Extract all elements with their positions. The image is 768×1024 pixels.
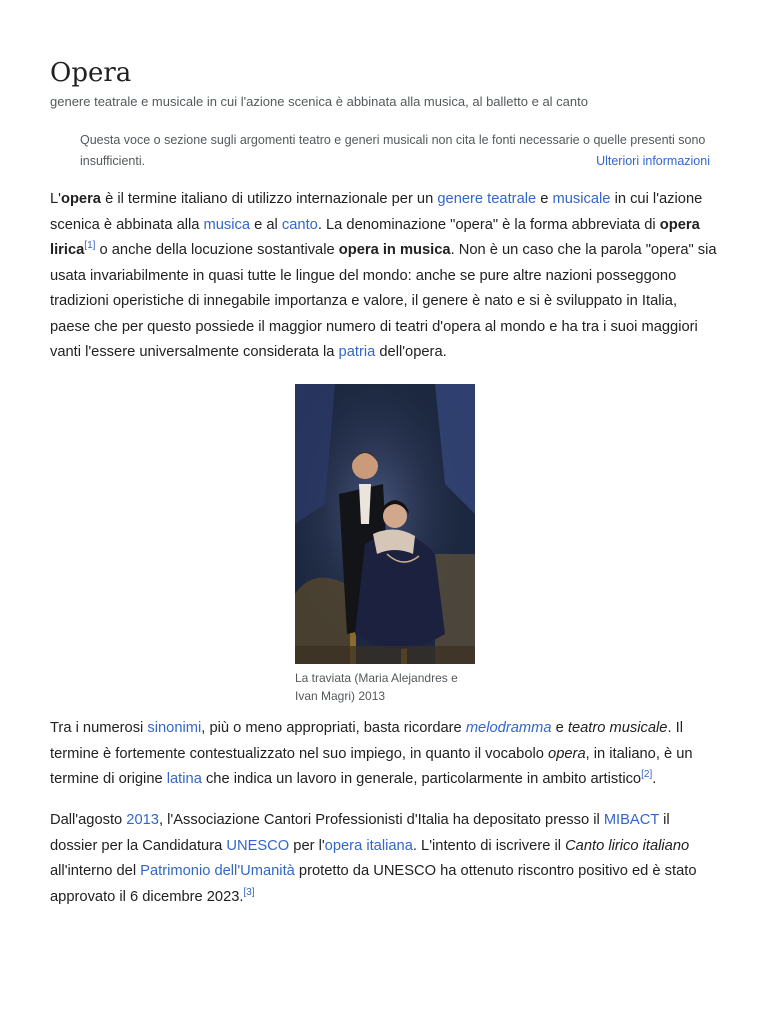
link-mibact[interactable]: MIBACT bbox=[603, 812, 660, 828]
link-musicale[interactable]: musicale bbox=[552, 191, 611, 207]
reference-1[interactable]: [1] bbox=[84, 240, 96, 252]
text: L' bbox=[50, 191, 61, 207]
text: che indica un lavoro in generale, particolarmente in ambito artistico bbox=[201, 771, 642, 787]
text: e bbox=[551, 720, 568, 736]
link-patrimonio-umanita[interactable]: Patrimonio dell'Umanità bbox=[140, 863, 295, 879]
text: e al bbox=[250, 216, 282, 233]
page-description: genere teatrale e musicale in cui l'azione scenica è abbinata alla musica, al balletto e al canto bbox=[50, 94, 588, 109]
italic-term: Canto lirico italiano bbox=[565, 837, 690, 854]
stage-photo-image bbox=[295, 384, 475, 664]
text: . Il termine è fortemente contestualizzato nel suo impiego, in quanto il vocabolo bbox=[50, 720, 683, 762]
sources-notice bbox=[80, 130, 714, 172]
text: , in italiano, è un termine di origine bbox=[50, 745, 693, 787]
text: è il termine italiano di utilizzo internazionale per un bbox=[100, 191, 438, 207]
link-opera-italiana[interactable]: opera italiana bbox=[324, 837, 413, 854]
text: o anche della locuzione sostantivale bbox=[95, 242, 339, 258]
text: per l' bbox=[289, 837, 325, 854]
reference-2[interactable]: [2] bbox=[641, 769, 653, 781]
notice-text: Questa voce o sezione sugli argomenti teatro e generi musicali non cita le fonti necessarie o quelle presenti sono insufficienti. bbox=[80, 133, 706, 168]
more-info-link[interactable]: Ulteriori informazioni bbox=[596, 154, 710, 168]
synonyms-paragraph bbox=[50, 716, 718, 793]
italic-term: teatro musicale bbox=[567, 720, 668, 736]
text: . bbox=[652, 771, 657, 787]
bold-term: opera bbox=[60, 191, 101, 207]
unesco-paragraph bbox=[50, 808, 718, 910]
text: il dossier per la Candidatura bbox=[50, 812, 670, 854]
link-sinonimi[interactable]: sinonimi bbox=[147, 720, 202, 736]
text: protetto da UNESCO ha ottenuto riscontro positivo ed è stato approvato il 6 dicembre 2023. bbox=[50, 863, 697, 905]
text: . La denominazione "opera" è la forma abbreviata di bbox=[317, 216, 660, 233]
intro-paragraph bbox=[50, 187, 718, 366]
text: . L'intento di iscrivere il bbox=[412, 837, 566, 854]
text: Tra i numerosi bbox=[50, 720, 148, 736]
text: all'interno del bbox=[50, 863, 141, 879]
reference-3[interactable]: [3] bbox=[243, 886, 255, 898]
figure-caption: La traviata (Maria Alejandres e Ivan Magri) 2013 bbox=[295, 671, 458, 703]
link-canto[interactable]: canto bbox=[281, 216, 318, 233]
link-melodramma[interactable]: melodramma bbox=[465, 720, 552, 736]
text: . Non è un caso che la parola "opera" sia usata invariabilmente in quasi tutte le lingue del mondo: anche se pure altre nazioni posseggono tradizioni operistiche di innegabile importanza e valore, il genere è nato e si è sviluppato in Italia, paese che per questo possiede il maggior numero di teatri d'opera al mondo e ha tra i suoi maggiori vanti l'essere universalmente considerata la bbox=[50, 242, 717, 360]
link-genere-teatrale[interactable]: genere teatrale bbox=[437, 191, 537, 207]
link-musica[interactable]: musica bbox=[203, 216, 251, 233]
page-title: Opera bbox=[50, 58, 132, 88]
text: , più o meno appropriati, basta ricordare bbox=[201, 720, 466, 736]
text: in cui l'azione scenica è abbinata alla bbox=[50, 191, 703, 233]
text: Dall'agosto bbox=[50, 812, 127, 828]
figure-traviata bbox=[295, 384, 475, 705]
italic-term: opera bbox=[548, 745, 586, 762]
text: e bbox=[536, 191, 553, 207]
bold-term: opera lirica bbox=[50, 216, 700, 258]
link-latina[interactable]: latina bbox=[166, 771, 202, 787]
link-unesco[interactable]: UNESCO bbox=[226, 837, 290, 854]
link-patria[interactable]: patria bbox=[338, 344, 376, 360]
text: dell'opera. bbox=[375, 344, 447, 360]
bold-term: opera in musica bbox=[338, 242, 451, 258]
opera-photo[interactable] bbox=[295, 384, 475, 664]
text: , l'Associazione Cantori Professionisti d'Italia ha depositato presso il bbox=[158, 812, 604, 828]
link-2013[interactable]: 2013 bbox=[126, 812, 159, 828]
